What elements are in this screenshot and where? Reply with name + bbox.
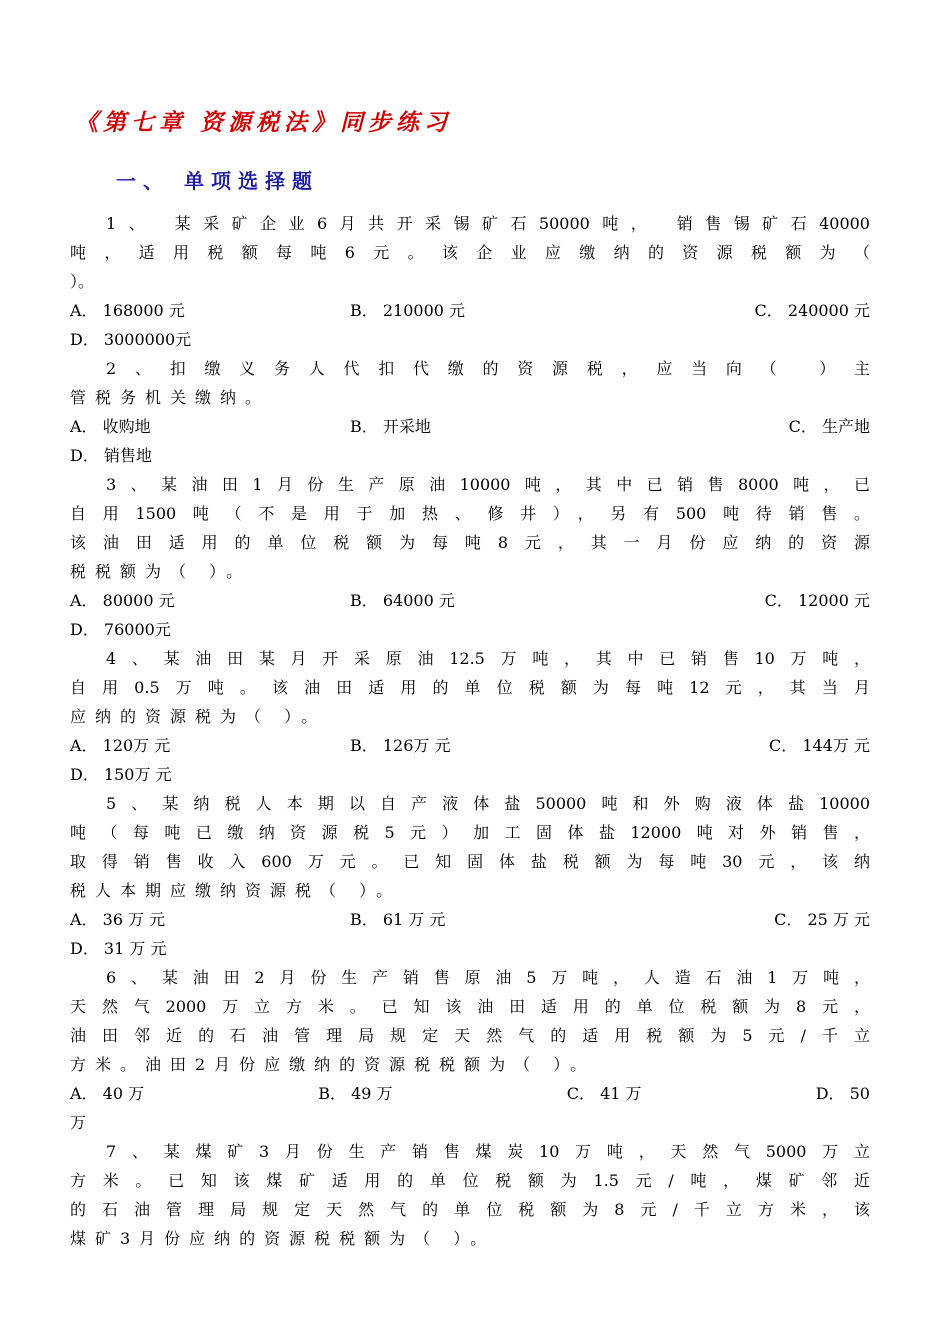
option-a: A． 36 万 元: [70, 910, 166, 929]
section-heading: 一、 单项选择题: [116, 169, 319, 193]
option-a: A． 120万 元: [70, 736, 171, 755]
question-7-line-2: 方米。已知该煤矿适用的单位税额为1.5元/吨，煤矿邻近: [70, 1171, 870, 1190]
question-4-line-1: 4、某油田某月开采原油12.5万吨，其中已销售10万吨，: [106, 649, 870, 668]
question-1-line-3: ）。: [70, 272, 95, 291]
question-list: [70, 209, 870, 1253]
question-6-line-1: 6、某油田2月份生产销售原油5万吨，人造石油1万吨，: [106, 968, 870, 987]
option-b: B． 64000 元: [350, 591, 455, 610]
option-b: B． 61 万 元: [350, 910, 446, 929]
option-d: D． 3000000元: [70, 330, 192, 349]
question-6-line-3: 油田邻近的石油管理局规定天然气的适用税额为5元/千立: [70, 1026, 870, 1045]
question-1-options: [70, 296, 870, 325]
question-6-line-4: 方米。油田2月份应缴纳的资源税税额为（ ）。: [70, 1055, 596, 1074]
question-3-line-3: 该油田适用的单位税额为每吨8元，其一月份应纳的资源: [70, 533, 870, 552]
option-c: C． 240000 元: [754, 301, 870, 320]
option-b: B． 49 万: [318, 1084, 393, 1103]
option-a: A． 80000 元: [70, 591, 175, 610]
option-c: C． 生产地: [788, 417, 870, 436]
question-5-line-1: 5、某纳税人本期以自产液体盐50000吨和外购液体盐10000: [106, 794, 870, 813]
option-a: A． 收购地: [70, 417, 151, 436]
question-3-line-2: 自用1500吨（不是用于加热、修井），另有500吨待销售。: [70, 504, 870, 523]
option-d: D． 50: [815, 1084, 870, 1103]
question-4-options: [70, 731, 870, 760]
question-5-line-2: 吨（每吨已缴纳资源税5元）加工固体盐12000吨对外销售，: [70, 823, 870, 842]
option-d: D． 销售地: [70, 446, 152, 465]
question-1-line-2: 吨，适用税额每吨6元。该企业应缴纳的资源税额为（: [70, 243, 870, 262]
option-d: D． 150万 元: [70, 765, 172, 784]
question-2-line-1: 2、扣缴义务人代扣代缴的资源税，应当向（ ）主: [106, 359, 870, 378]
option-d: D． 76000元: [70, 620, 171, 639]
question-4-line-2: 自用0.5万吨。该油田适用的单位税额为每吨12元，其当月: [70, 678, 870, 697]
option-d: D． 31 万 元: [70, 939, 167, 958]
question-5-options: [70, 905, 870, 934]
question-5-line-3: 取得销售收入600万元。已知固体盐税额为每吨30元，该纳: [70, 852, 870, 871]
option-b: B． 开采地: [350, 417, 431, 436]
question-5-line-4: 税人本期应缴纳资源税（ ）。: [70, 881, 402, 900]
option-c: C． 25 万 元: [774, 910, 870, 929]
question-7-line-3: 的石油管理局规定天然气的单位税额为8元/千立方米，该: [70, 1200, 870, 1219]
option-c: C． 144万 元: [769, 736, 870, 755]
question-3-line-1: 3、某油田1月份生产原油10000吨，其中已销售8000吨，已: [106, 475, 870, 494]
question-4-line-3: 应纳的资源税为（ ）。: [70, 707, 327, 726]
question-1-line-1: 1、 某采矿企业6月共开采锡矿石50000吨， 销售锡矿石40000: [106, 214, 870, 233]
option-b: B． 126万 元: [350, 736, 451, 755]
option-c: C． 12000 元: [764, 591, 870, 610]
option-a: A． 168000 元: [70, 301, 185, 320]
option-d-tail: 万: [70, 1113, 87, 1132]
page-title: 《第七章 资源税法》同步练习: [75, 109, 453, 136]
question-3-line-4: 税税额为（ ）。: [70, 562, 252, 581]
question-2-line-2: 管税务机关缴纳。: [70, 388, 271, 407]
question-7-line-1: 7、某煤矿3月份生产销售煤炭10万吨，天然气5000万立: [106, 1142, 870, 1161]
question-2-options: [70, 412, 870, 441]
option-b: B． 210000 元: [350, 301, 466, 320]
question-6-options: [70, 1079, 870, 1108]
option-a: A． 40 万: [70, 1084, 145, 1103]
question-7-line-4: 煤矿3月份应纳的资源税税额为（ ）。: [70, 1229, 496, 1248]
option-c: C． 41 万: [566, 1084, 642, 1103]
question-3-options: [70, 586, 870, 615]
question-6-line-2: 天然气2000万立方米。已知该油田适用的单位税额为8元，: [70, 997, 870, 1016]
